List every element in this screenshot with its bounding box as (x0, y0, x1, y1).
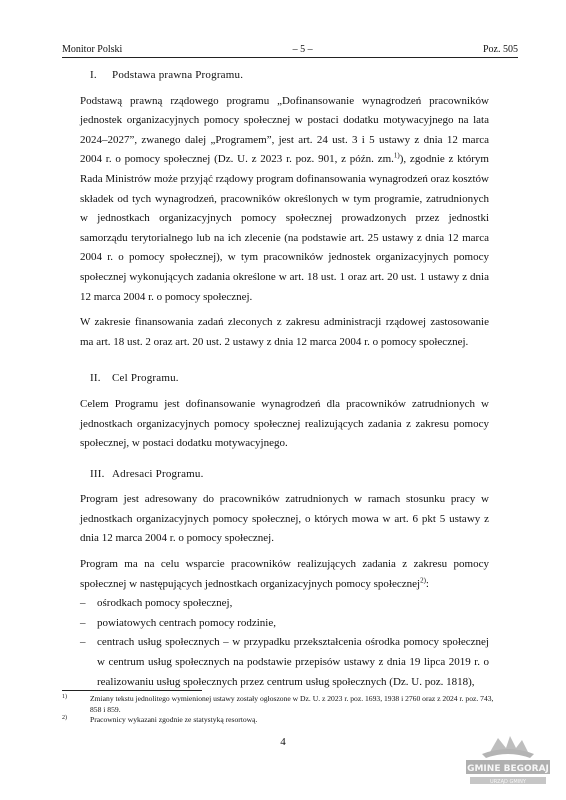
paragraph: Podstawą prawną rządowego programu „Dofinansowanie wynagrodzeń pracowników jednostek organizacyjnych pomocy społecznej w postaci dodatku motywacyjnego na lata 2024–2027”, zwanego dalej „Programem”, jest art. 24 ust. 3 i 5 ustawy z dnia 12 marca 2004 r. o pomocy społecznej (Dz. U. z 2023 r. poz. 901, z późn. zm.$^{1)}$), zgodnie z którym Rada Ministrów może przyjąć rządowy program dofinansowania wynagrodzeń oraz kosztów składek od tych wynagrodzeń, pracowników określonych w tym programie, zatrudnionych w jednostkach organizacyjnych pomocy społecznej prowadzonych przez jednostki samorządu terytorialnego lub na ich zlecenie (na podstawie art. 25 ustawy z dnia 12 marca 2004 r. o pomocy społecznej), w tym pracowników jednostek organizacyjnych pomocy społecznej wykonujących zadania określone w art. 18 ust. 1 oraz art. 20 ust. 1 ustawy z dnia 12 marca 2004 r. o pomocy społecznej. (80, 94, 490, 303)
footnote-mark: 2) (62, 715, 67, 721)
footnote-ref[interactable]: 1) (393, 151, 400, 160)
page-number: 4 (280, 736, 286, 748)
header-publication: Monitor Polski (62, 44, 123, 55)
section-number: I. (90, 69, 97, 81)
svg-text:GMINE BEGORAJ: GMINE BEGORAJ (467, 764, 549, 774)
footnote-ref[interactable]: 2) (420, 576, 426, 584)
list-dash: – (80, 597, 86, 610)
section-number: II. (90, 372, 101, 385)
footnote-text: Zmiany tekstu jednolitego wymienionej ustawy zostały ogłoszone w Dz. U. z 2023 r. poz. 1693, 1938 i 2760 oraz z 2024 r. poz. 743, 858 i 859. (90, 694, 494, 714)
paragraph: Program jest adresowany do pracowników zatrudnionych w ramach stosunku pracy w jednostkach organizacyjnych pomocy społecznej, o których mowa w art. 6 pkt 5 ustawy z dnia 12 marca 2004 r. o pomocy społecznej. (80, 493, 489, 545)
header-divider (62, 57, 518, 58)
page-header (62, 44, 518, 55)
footnote-divider (62, 690, 202, 691)
footnote (62, 694, 498, 715)
header-position: Poz. 505 (482, 44, 518, 55)
list-item: – powiatowych centrach pomocy rodzinie, (80, 614, 489, 634)
section-heading-3 (80, 465, 489, 485)
section-title: Cel Programu. (112, 372, 179, 385)
section-number: III. (90, 467, 105, 480)
list-dash: – (80, 616, 86, 629)
svg-text:URZĄD GMINY: URZĄD GMINY (490, 779, 526, 785)
footnote-mark: 1) (62, 694, 67, 700)
footnotes (62, 694, 498, 726)
section-heading-2 (80, 369, 489, 389)
list-item: – ośrodkach pomocy społecznej, (80, 594, 489, 614)
paragraph: Celem Programu jest dofinansowanie wynagrodzeń dla pracowników zatrudnionych w jednostkach organizacyjnych pomocy społecznej realizujących zadania z zakresu pomocy społecznej, w postaci dodatku motywacyjnego. (80, 397, 489, 450)
header-page: – 5 – (292, 44, 313, 55)
footnote-text: Pracownicy wykazani zgodnie ze statystyką resortową. (90, 715, 258, 724)
section-title: Podstawa prawna Programu. (112, 69, 244, 81)
document-body (80, 66, 489, 692)
footnote (62, 715, 498, 726)
section-title: Adresaci Programu. (112, 467, 204, 480)
list-item: – centrach usług społecznych – w przypadku przekształcenia ośrodka pomocy społecznej w centrum usług społecznych na podstawie przepisów ustawy z dnia 19 lipca 2019 r. o realizowaniu usług społecznych przez centrum usług społecznych (Dz. U. poz. 1818), (80, 633, 489, 692)
list-dash: – (80, 636, 86, 649)
paragraph: Program ma na celu wsparcie pracowników realizujących zadania z zakresu pomocy społecznej w następujących jednostkach organizacyjnych pomocy społecznej$^{2)}$: (80, 558, 489, 590)
municipal-watermark-logo (460, 730, 556, 794)
paragraph: W zakresie finansowania zadań zleconych z zakresu administracji rządowej zastosowanie ma art. 18 ust. 2 oraz art. 20 ust. 2 ustawy z dnia 12 marca 2004 r. o pomocy społecznej. (80, 316, 489, 348)
unit-list (80, 594, 489, 692)
section-heading-1 (80, 66, 489, 86)
